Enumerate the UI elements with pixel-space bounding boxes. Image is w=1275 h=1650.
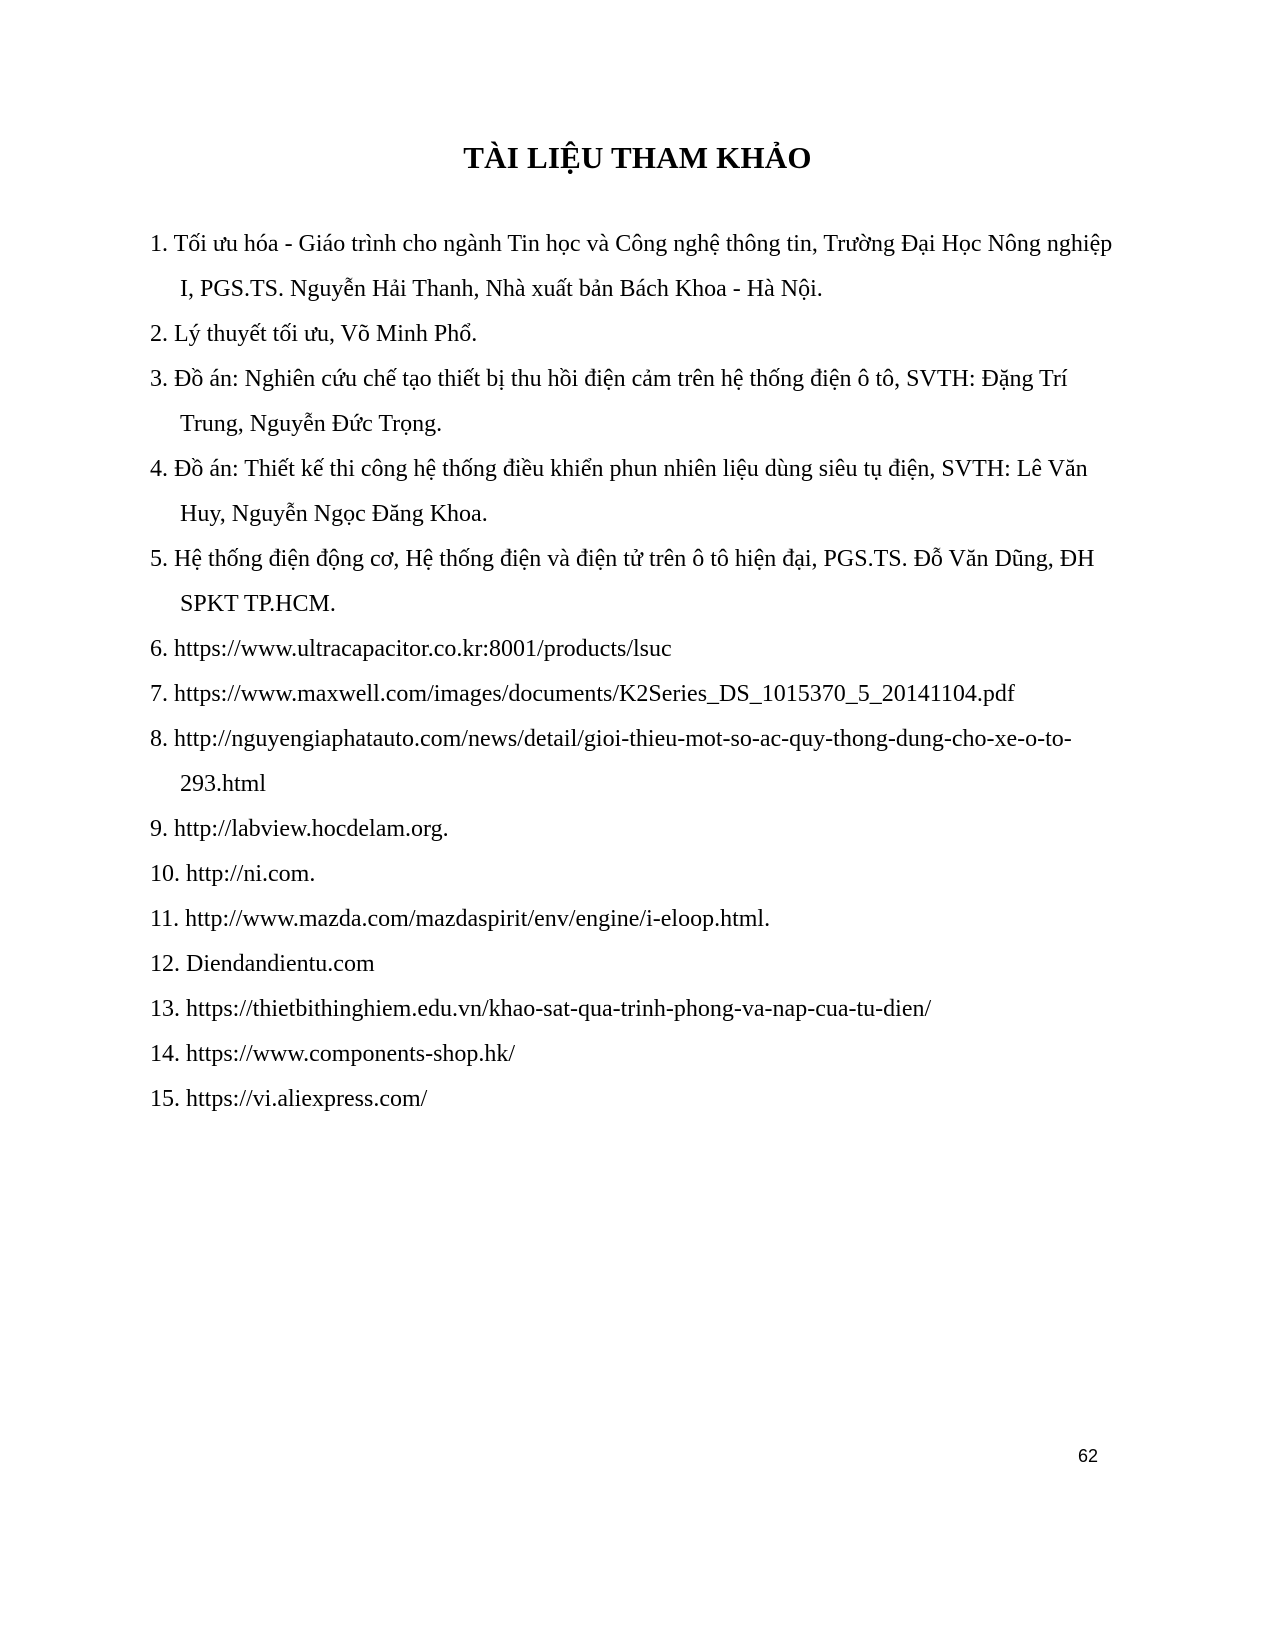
- reference-item: [150, 717, 1130, 807]
- page-title: TÀI LIỆU THAM KHẢO: [463, 140, 812, 175]
- reference-link[interactable]: https://thietbithinghiem.edu.vn/khao-sat-qua-trinh-phong-va-nap-cua-tu-dien/: [186, 996, 932, 1022]
- reference-number: 10.: [150, 861, 180, 887]
- reference-item: [150, 1032, 1130, 1077]
- reference-item: [150, 807, 1130, 852]
- reference-item: [150, 627, 1130, 672]
- reference-item: [150, 897, 1130, 942]
- reference-item: [150, 537, 1130, 627]
- reference-number: 1.: [150, 231, 168, 257]
- reference-text: Đồ án: Thiết kế thi công hệ thống điều khiển phun nhiên liệu dùng siêu tụ điện, SVTH: Lê Văn Huy, Nguyễn Ngọc Đăng Khoa.: [174, 456, 1088, 527]
- reference-number: 6.: [150, 636, 168, 662]
- reference-number: 12.: [150, 951, 180, 977]
- reference-link[interactable]: http://ni.com.: [186, 861, 316, 887]
- reference-text: Tối ưu hóa - Giáo trình cho ngành Tin học và Công nghệ thông tin, Trường Đại Học Nông nghiệp I, PGS.TS. Nguyễn Hải Thanh, Nhà xuất bản Bách Khoa - Hà Nội.: [173, 231, 1113, 302]
- reference-item: [150, 942, 1130, 987]
- reference-item: [150, 987, 1130, 1032]
- reference-link[interactable]: https://www.components-shop.hk/: [186, 1041, 516, 1067]
- reference-item: [150, 1077, 1130, 1122]
- reference-number: 15.: [150, 1086, 180, 1112]
- reference-number: 11.: [150, 906, 180, 932]
- reference-text: Lý thuyết tối ưu, Võ Minh Phổ.: [174, 321, 478, 347]
- reference-link[interactable]: http://www.mazda.com/mazdaspirit/env/engine/i-eloop.html.: [185, 906, 771, 932]
- reference-text: Hệ thống điện động cơ, Hệ thống điện và điện tử trên ô tô hiện đại, PGS.TS. Đỗ Văn Dũng, ĐH SPKT TP.HCM.: [174, 546, 1095, 617]
- reference-list: [150, 222, 1130, 1122]
- reference-number: 4.: [150, 456, 168, 482]
- reference-item: [150, 672, 1130, 717]
- reference-number: 7.: [150, 681, 168, 707]
- reference-link[interactable]: http://labview.hocdelam.org.: [174, 816, 449, 842]
- reference-link[interactable]: https://vi.aliexpress.com/: [186, 1086, 428, 1112]
- reference-number: 13.: [150, 996, 180, 1022]
- page-number: 62: [1078, 1446, 1099, 1466]
- reference-number: 5.: [150, 546, 168, 572]
- reference-link[interactable]: https://www.maxwell.com/images/documents/K2Series_DS_1015370_5_20141104.pdf: [174, 681, 1015, 707]
- reference-item: [150, 357, 1130, 447]
- reference-link[interactable]: https://www.ultracapacitor.co.kr:8001/products/lsuc: [174, 636, 672, 662]
- reference-item: [150, 312, 1130, 357]
- reference-number: 2.: [150, 321, 168, 347]
- reference-item: [150, 447, 1130, 537]
- reference-number: 8.: [150, 726, 168, 752]
- reference-item: [150, 222, 1130, 312]
- reference-number: 14.: [150, 1041, 180, 1067]
- reference-text: Đồ án: Nghiên cứu chế tạo thiết bị thu hồi điện cảm trên hệ thống điện ô tô, SVTH: Đặng Trí Trung, Nguyễn Đức Trọng.: [174, 366, 1068, 437]
- reference-item: [150, 852, 1130, 897]
- reference-text: Diendandientu.com: [186, 951, 375, 977]
- reference-link[interactable]: http://nguyengiaphatauto.com/news/detail/gioi-thieu-mot-so-ac-quy-thong-dung-cho-xe-o-to-293.html: [174, 726, 1072, 797]
- reference-number: 3.: [150, 366, 168, 392]
- reference-number: 9.: [150, 816, 168, 842]
